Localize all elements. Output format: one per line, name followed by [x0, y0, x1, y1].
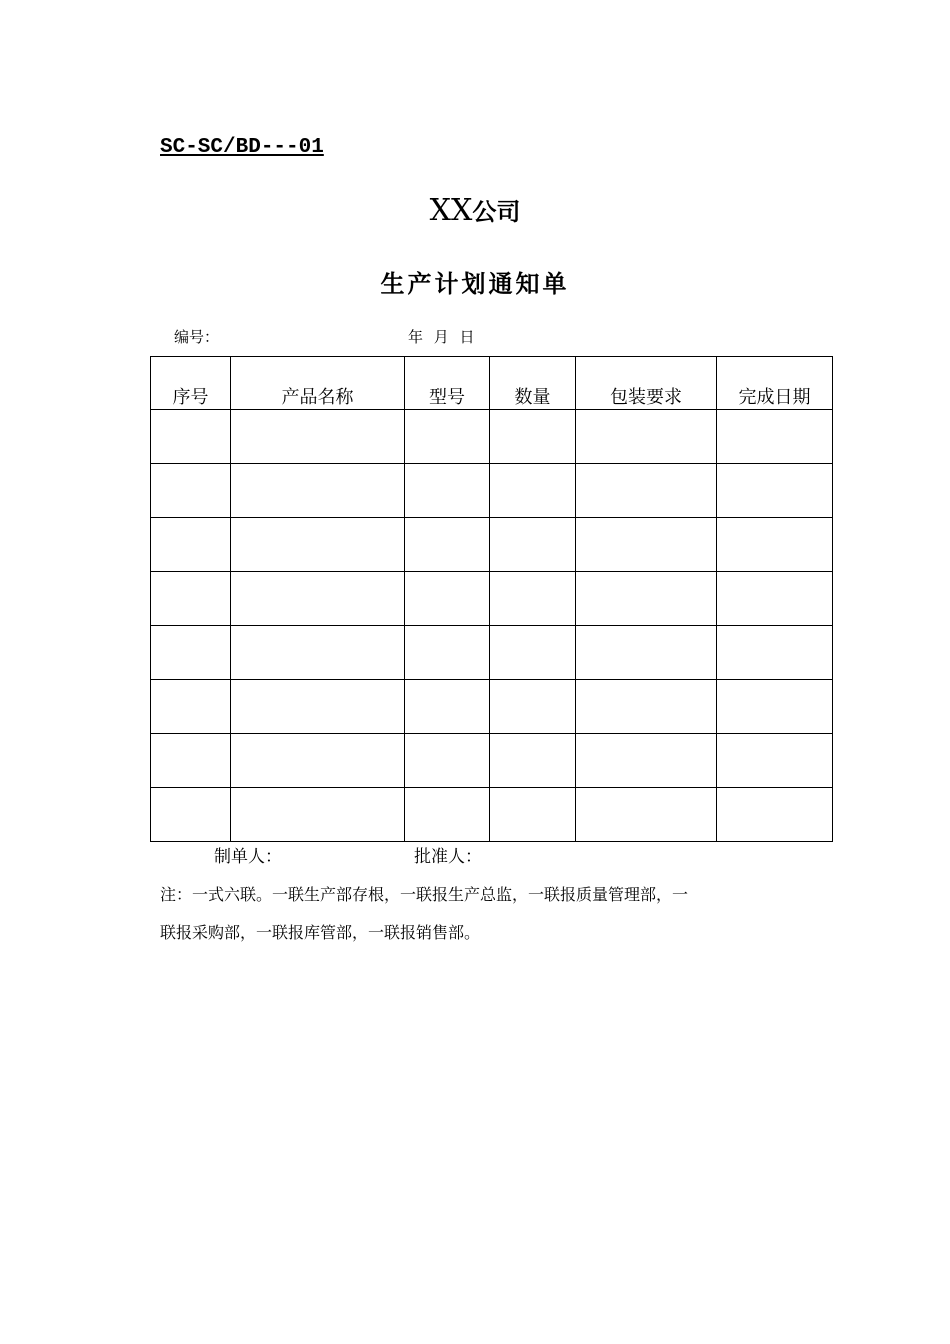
- table-cell[interactable]: [151, 572, 231, 626]
- table-cell[interactable]: [231, 572, 405, 626]
- table-cell[interactable]: [576, 518, 717, 572]
- header-serial-no: 序号: [151, 357, 231, 410]
- table-cell[interactable]: [717, 572, 833, 626]
- table-cell[interactable]: [151, 410, 231, 464]
- table-cell[interactable]: [717, 518, 833, 572]
- table-cell[interactable]: [490, 572, 576, 626]
- production-plan-table: [150, 356, 833, 842]
- table-cell[interactable]: [576, 410, 717, 464]
- table-cell[interactable]: [151, 464, 231, 518]
- table-cell[interactable]: [405, 464, 490, 518]
- table-cell[interactable]: [576, 626, 717, 680]
- table-row: [151, 680, 833, 734]
- table-cell[interactable]: [405, 680, 490, 734]
- table-cell[interactable]: [717, 464, 833, 518]
- table-cell[interactable]: [717, 626, 833, 680]
- company-name-chinese: 公司: [472, 198, 521, 226]
- table-cell[interactable]: [231, 680, 405, 734]
- table-row: [151, 572, 833, 626]
- table-row: [151, 518, 833, 572]
- table-cell[interactable]: [576, 572, 717, 626]
- table-cell[interactable]: [231, 734, 405, 788]
- approver-label: 批准人：: [414, 847, 482, 867]
- table-cell[interactable]: [717, 410, 833, 464]
- company-name-latin: XX: [429, 193, 473, 228]
- header-quantity: 数量: [490, 357, 576, 410]
- header-model: 型号: [405, 357, 490, 410]
- table-cell[interactable]: [151, 734, 231, 788]
- table-cell[interactable]: [405, 734, 490, 788]
- table-cell[interactable]: [576, 464, 717, 518]
- table-cell[interactable]: [490, 788, 576, 842]
- document-code: SC-SC/BD---01: [160, 136, 324, 159]
- form-title: 生产计划通知单: [380, 270, 570, 298]
- table-cell[interactable]: [490, 410, 576, 464]
- table-cell[interactable]: [576, 734, 717, 788]
- table-row: [151, 626, 833, 680]
- table-cell[interactable]: [576, 788, 717, 842]
- table-row: [151, 788, 833, 842]
- table-cell[interactable]: [490, 518, 576, 572]
- table-cell[interactable]: [490, 734, 576, 788]
- table-cell[interactable]: [576, 680, 717, 734]
- table-row: [151, 410, 833, 464]
- table-cell[interactable]: [717, 734, 833, 788]
- table-row: [151, 734, 833, 788]
- date-label: 年 月 日: [408, 328, 475, 346]
- note-line-2: 联报采购部，一联报库管部，一联报销售部。: [160, 923, 481, 942]
- note: [160, 876, 800, 952]
- number-label: 编号：: [174, 328, 220, 346]
- table-cell[interactable]: [231, 518, 405, 572]
- header-completion-date: 完成日期: [717, 357, 833, 410]
- note-line-1: 注：一式六联。一联生产部存根，一联报生产总监，一联报质量管理部，一: [160, 885, 689, 904]
- table-cell[interactable]: [405, 572, 490, 626]
- table-cell[interactable]: [405, 410, 490, 464]
- table-header-row: [151, 357, 833, 410]
- table-cell[interactable]: [151, 788, 231, 842]
- table-cell[interactable]: [231, 788, 405, 842]
- header-product-name: 产品名称: [231, 357, 405, 410]
- table-cell[interactable]: [490, 464, 576, 518]
- table-cell[interactable]: [231, 626, 405, 680]
- table-cell[interactable]: [231, 410, 405, 464]
- table-cell[interactable]: [405, 518, 490, 572]
- table-cell[interactable]: [405, 626, 490, 680]
- table-cell[interactable]: [231, 464, 405, 518]
- header-packaging: 包装要求: [576, 357, 717, 410]
- table-cell[interactable]: [405, 788, 490, 842]
- table-cell[interactable]: [151, 680, 231, 734]
- table-cell[interactable]: [151, 518, 231, 572]
- table-cell[interactable]: [717, 788, 833, 842]
- table-row: [151, 464, 833, 518]
- signer-label: 制单人：: [214, 847, 282, 867]
- table-cell[interactable]: [151, 626, 231, 680]
- table-cell[interactable]: [490, 626, 576, 680]
- table-body: [151, 410, 833, 842]
- table-cell[interactable]: [717, 680, 833, 734]
- table-cell[interactable]: [490, 680, 576, 734]
- company-name: [0, 192, 950, 228]
